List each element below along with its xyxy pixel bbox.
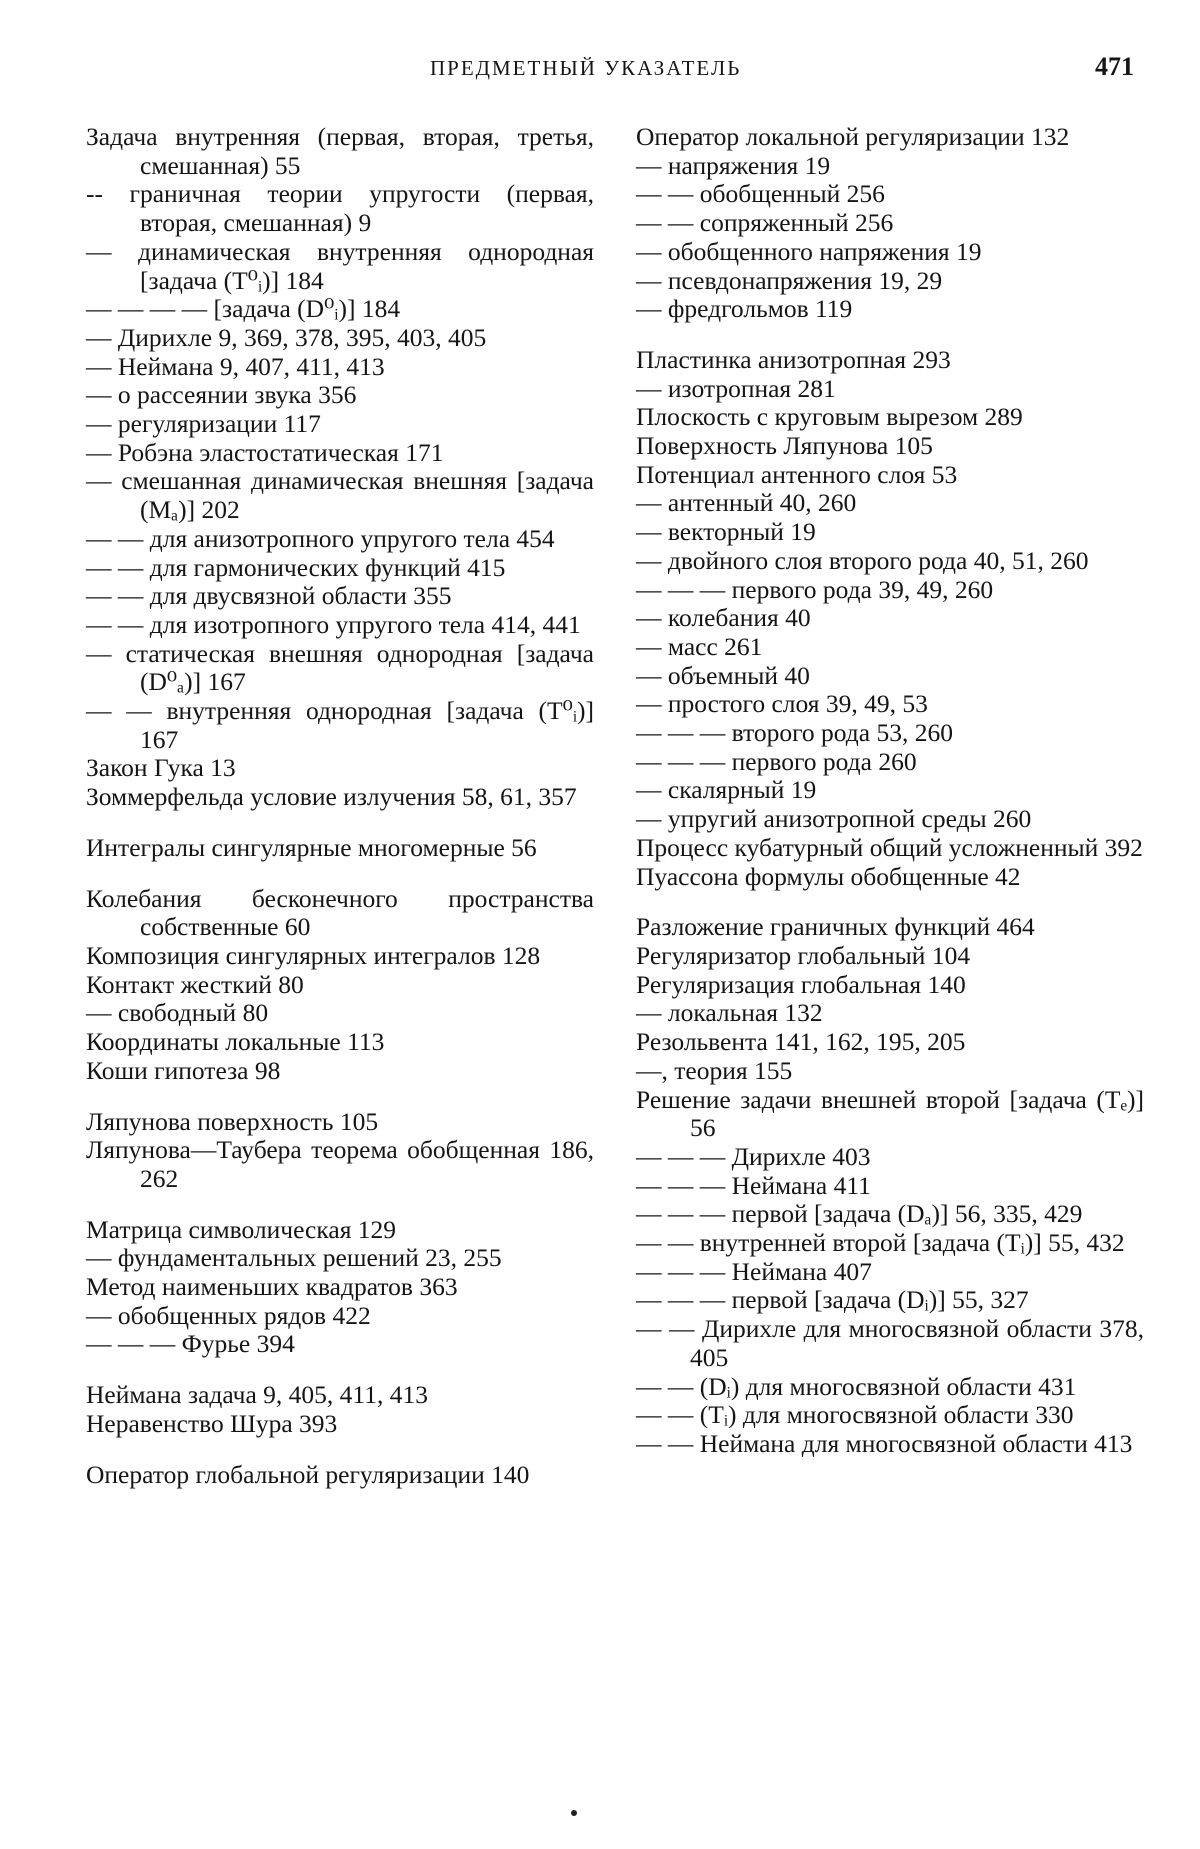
index-entry: — — (Tᵢ) для многосвязной области 330 xyxy=(636,1400,1074,1430)
index-entry: — — — Дирихле 403 xyxy=(636,1141,871,1171)
index-entry: — — — Фурье 394 xyxy=(86,1329,295,1359)
index-entry: Зоммерфельда условие излучения 58, 61, 357 xyxy=(86,782,577,812)
index-entry: Процесс кубатурный общий усложненный 392 xyxy=(636,832,1143,862)
page-header xyxy=(0,50,1200,90)
index-entry: — — Неймана для многосвязной области 413 xyxy=(636,1428,1133,1458)
index-entry: — локальная 132 xyxy=(636,998,823,1028)
index-entry: — — для двусвязной области 355 xyxy=(86,581,452,611)
index-entry: Колебания бесконечного пространства собственные 60 xyxy=(86,883,594,942)
index-entry: Закон Гука 13 xyxy=(86,753,236,783)
index-entry: — обобщенных рядов 422 xyxy=(86,1300,371,1330)
index-entry: Ляпунова—Таубера теорема обобщенная 186, 262 xyxy=(86,1135,594,1193)
index-entry: Метод наименьших квадратов 363 xyxy=(86,1272,458,1302)
index-entry: — — внутренняя однородная [задача (T⁰ᵢ)] 167 xyxy=(86,696,594,754)
index-letter-group xyxy=(86,1461,594,1490)
index-entry: — Дирихле 9, 369, 378, 395, 403, 405 xyxy=(86,322,487,352)
index-entry: — обобщенного напряжения 19 xyxy=(636,236,982,266)
index-entry: Контакт жесткий 80 xyxy=(86,969,304,999)
index-entry: Ляпунова поверхность 105 xyxy=(86,1106,379,1136)
index-entry: — объемный 40 xyxy=(636,660,810,690)
index-entry: — Неймана 9, 407, 411, 413 xyxy=(86,351,385,381)
index-entry: — — (Dᵢ) для многосвязной области 431 xyxy=(636,1371,1077,1401)
index-entry: — смешанная динамическая внешняя [задача (Mₐ)] 202 xyxy=(86,466,594,525)
index-entry: Неймана задача 9, 405, 411, 413 xyxy=(86,1380,428,1410)
index-column-left xyxy=(86,123,594,1511)
index-entry: — регуляризации 117 xyxy=(86,409,321,439)
index-entry: Регуляризатор глобальный 104 xyxy=(636,940,971,970)
index-entry: — изотропная 281 xyxy=(636,373,836,403)
running-title: ПРЕДМЕТНЫЙ УКАЗАТЕЛЬ xyxy=(430,56,742,80)
index-entry: Плоскость с круговым вырезом 289 xyxy=(636,402,1023,432)
index-letter-group xyxy=(86,1216,594,1360)
index-entry: Пластинка анизотропная 293 xyxy=(636,344,951,374)
index-entry: — напряжения 19 xyxy=(636,150,831,180)
index-entry: — упругий анизотропной среды 260 xyxy=(636,804,1032,834)
index-entry: — — для гармонических функций 415 xyxy=(86,552,506,582)
index-entry: — — — второго рода 53, 260 xyxy=(636,718,953,748)
index-entry: — — — первого рода 260 xyxy=(636,746,917,776)
index-entry: — скалярный 19 xyxy=(636,775,817,805)
index-entry: — двойного слоя второго рода 40, 51, 260 xyxy=(636,545,1089,575)
index-letter-group xyxy=(86,885,594,1086)
index-entry: Регуляризация глобальная 140 xyxy=(636,969,966,999)
index-letter-group xyxy=(636,123,1144,324)
index-entry: — векторный 19 xyxy=(636,517,816,547)
index-letter-group xyxy=(636,346,1144,891)
index-entry: — динамическая внутренняя однородная [задача (T⁰ᵢ)] 184 xyxy=(86,236,594,295)
index-entry: — псевдонапряжения 19, 29 xyxy=(636,265,943,295)
index-entry: Резольвента 141, 162, 195, 205 xyxy=(636,1027,966,1057)
index-entry: — — для анизотропного упругого тела 454 xyxy=(86,523,555,553)
index-entry: — фундаментальных решений 23, 255 xyxy=(86,1243,502,1273)
index-entry: — — — первой [задача (Dₐ)] 56, 335, 429 xyxy=(636,1199,1083,1229)
index-entry: Оператор локальной регуляризации 132 xyxy=(636,122,1070,151)
index-entry: — о рассеянии звука 356 xyxy=(86,380,357,410)
index-entry: — простого слоя 39, 49, 53 xyxy=(636,689,928,719)
index-entry: — — внутренней второй [задача (Tᵢ)] 55, 432 xyxy=(636,1228,1125,1258)
index-entry: Пуассона формулы обобщенные 42 xyxy=(636,861,1021,891)
index-entry: — статическая внешняя однородная [задача (D⁰ₐ)] 167 xyxy=(86,638,594,697)
index-entry: -- граничная теории упругости (первая, вторая, смешанная) 9 xyxy=(86,179,594,238)
index-entry: Композиция сингулярных интегралов 128 xyxy=(86,940,541,970)
index-entry: — антенный 40, 260 xyxy=(636,488,857,518)
index-entry: Матрица символическая 129 xyxy=(86,1214,397,1244)
index-entry: Коши гипотеза 98 xyxy=(86,1055,281,1085)
index-column-right xyxy=(636,123,1144,1481)
index-entry: — фредгольмов 119 xyxy=(636,294,853,324)
index-letter-group xyxy=(86,834,594,863)
index-entry: — — — первой [задача (Dᵢ)] 55, 327 xyxy=(636,1285,1029,1315)
index-entry: — свободный 80 xyxy=(86,998,269,1028)
index-entry: — — — Неймана 411 xyxy=(636,1170,871,1200)
index-entry: Поверхность Ляпунова 105 xyxy=(636,431,933,461)
index-entry: — Робэна эластостатическая 171 xyxy=(86,437,444,467)
index-entry: Потенциал антенного слоя 53 xyxy=(636,459,958,489)
index-entry: — — — — [задача (D⁰ᵢ)] 184 xyxy=(86,294,401,324)
index-letter-group xyxy=(86,1108,594,1194)
index-entry: Неравенство Шура 393 xyxy=(86,1408,338,1438)
index-letter-group xyxy=(86,1381,594,1438)
index-entry: Решение задачи внешней второй [задача (Tₑ)] 56 xyxy=(636,1084,1144,1143)
index-entry: Оператор глобальной регуляризации 140 xyxy=(86,1459,530,1489)
index-letter-group xyxy=(86,123,594,812)
index-entry: Разложение граничных функций 464 xyxy=(636,912,1035,942)
index-entry: Задача внутренняя (первая, вторая, третья, смешанная) 55 xyxy=(86,122,594,180)
index-letter-group xyxy=(636,913,1144,1458)
index-entry: — — — Неймана 407 xyxy=(636,1256,872,1286)
index-entry: — колебания 40 xyxy=(636,603,811,633)
index-entry: Интегралы сингулярные многомерные 56 xyxy=(86,832,537,862)
index-entry: —, теория 155 xyxy=(636,1055,793,1085)
index-entry: — — — первого рода 39, 49, 260 xyxy=(636,574,994,604)
page-number: 471 xyxy=(1095,52,1134,81)
index-entry: — — для изотропного упругого тела 414, 441 xyxy=(86,609,581,639)
index-entry: — — Дирихле для многосвязной области 378, 405 xyxy=(636,1314,1144,1372)
index-entry: Координаты локальные 113 xyxy=(86,1027,385,1057)
index-entry: — масс 261 xyxy=(636,631,763,661)
ink-dot xyxy=(571,1810,577,1816)
index-entry: — — обобщенный 256 xyxy=(636,179,885,209)
index-entry: — — сопряженный 256 xyxy=(636,208,894,238)
